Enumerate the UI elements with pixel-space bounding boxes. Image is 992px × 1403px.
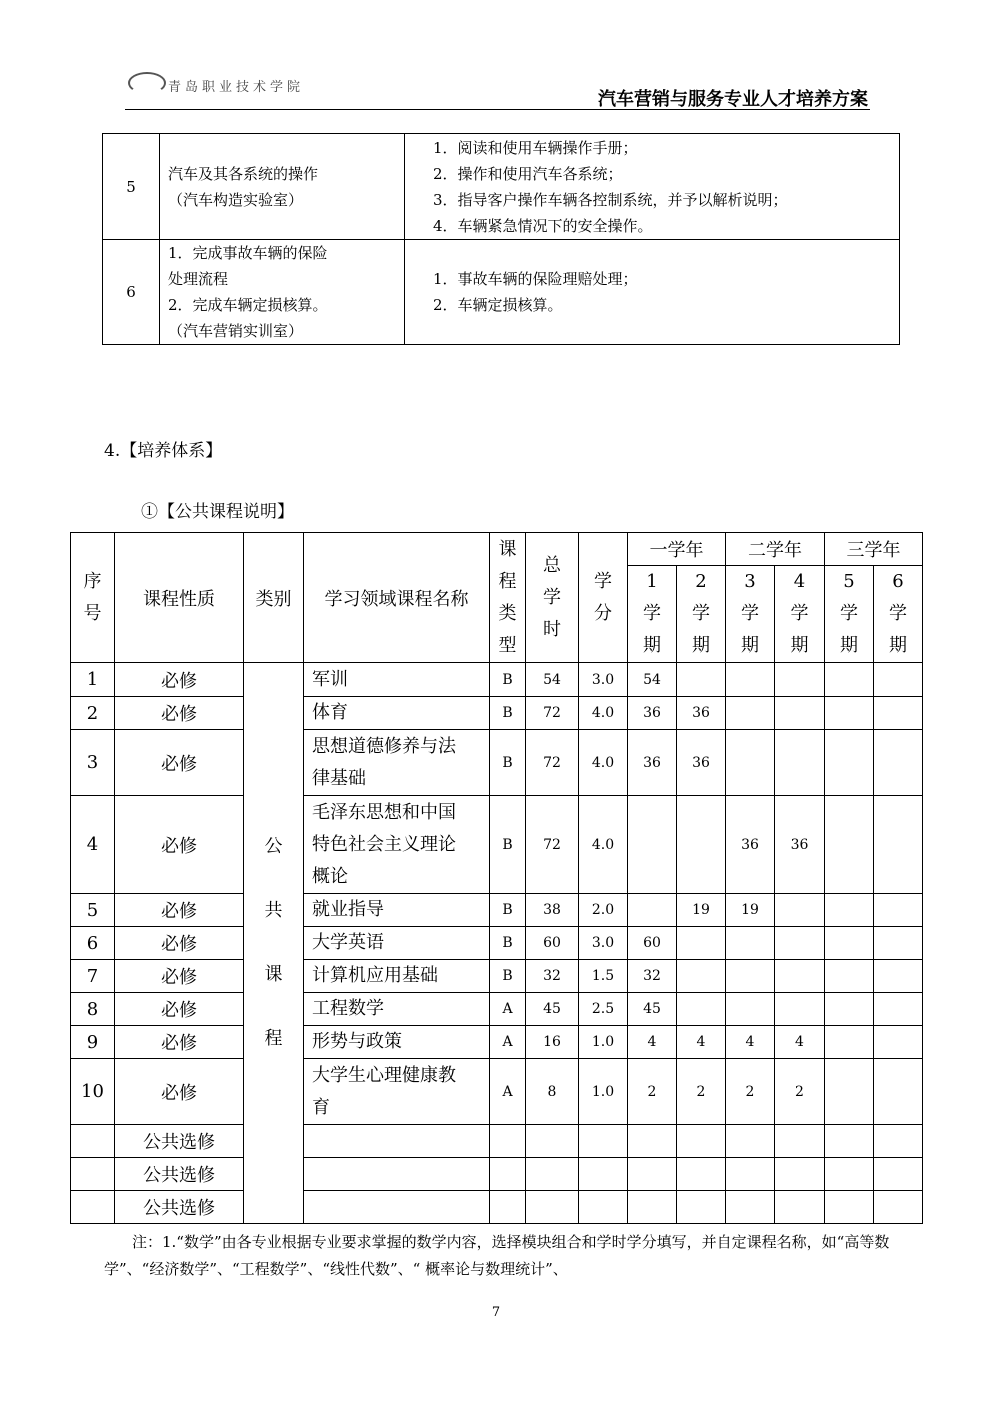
header-term-char: 期: [889, 635, 907, 656]
course-hours: 72: [526, 796, 579, 894]
course-name: [304, 663, 490, 697]
task-content-line: 2．车辆定损核算。: [433, 296, 563, 314]
course-hours: 8: [526, 1059, 579, 1125]
course-name-line: 育: [312, 1096, 330, 1118]
course-credits: 2.5: [579, 993, 628, 1026]
course-nature: 公共选修: [115, 1191, 244, 1224]
header-hours-char: 学: [543, 586, 561, 608]
course-type: A: [490, 1059, 526, 1125]
header-year1: 一学年: [628, 533, 726, 566]
emblem-icon: [128, 72, 166, 94]
header-term-3: [726, 566, 775, 663]
term-5-hours: [825, 960, 874, 993]
term-1-hours: 36: [628, 730, 677, 796]
course-hours: 54: [526, 663, 579, 697]
course-nature: 必修: [115, 927, 244, 960]
course-row: [71, 730, 923, 796]
course-nature: 必修: [115, 960, 244, 993]
course-number: 4: [71, 796, 115, 894]
term-4-hours: [775, 894, 825, 927]
header-credits-char: 分: [594, 602, 612, 624]
course-name: [304, 894, 490, 927]
term-5-hours: [825, 1158, 874, 1191]
course-credits: 1.5: [579, 960, 628, 993]
header-term-char: 2: [695, 571, 707, 592]
task-content-line: 4．车辆紧急情况下的安全操作。: [433, 216, 653, 235]
term-1-hours: 54: [628, 663, 677, 697]
course-hours: 45: [526, 993, 579, 1026]
term-3-hours: [726, 960, 775, 993]
term-6-hours: [874, 1059, 923, 1125]
training-tasks-table: [102, 133, 900, 345]
header-num-char: 号: [83, 602, 102, 624]
term-4-hours: 36: [775, 796, 825, 894]
task-project-line: 2．完成车辆定损核算。: [168, 296, 328, 314]
term-2-hours: [677, 796, 726, 894]
course-row: [71, 697, 923, 730]
term-1-hours: [628, 1125, 677, 1158]
term-1-hours: [628, 894, 677, 927]
header-type: [490, 533, 526, 663]
term-6-hours: [874, 1026, 923, 1059]
term-4-hours: [775, 663, 825, 697]
course-hours: 72: [526, 697, 579, 730]
course-type: A: [490, 1026, 526, 1059]
category-char: 公: [264, 836, 283, 857]
course-credits: 1.0: [579, 1059, 628, 1125]
header-term-char: 学: [643, 603, 661, 624]
header-term-char: 学: [692, 603, 710, 624]
header-term-char: 1: [646, 571, 658, 592]
course-row: [71, 894, 923, 927]
term-6-hours: [874, 730, 923, 796]
term-2-hours: [677, 993, 726, 1026]
term-1-hours: [628, 1158, 677, 1191]
term-2-hours: [677, 1158, 726, 1191]
course-hours: 38: [526, 894, 579, 927]
course-hours: [526, 1191, 579, 1224]
header-row-years: [71, 533, 923, 566]
header-term-char: 6: [892, 571, 904, 592]
school-name: 青岛职业技术学院: [168, 80, 305, 95]
course-name-line: 特色社会主义理论: [312, 833, 456, 855]
term-6-hours: [874, 894, 923, 927]
header-year2: 二学年: [726, 533, 825, 566]
course-category: [244, 663, 304, 1224]
course-nature: 必修: [115, 697, 244, 730]
task-number: 5: [103, 134, 160, 240]
course-name: [304, 993, 490, 1026]
term-6-hours: [874, 1125, 923, 1158]
term-1-hours: 60: [628, 927, 677, 960]
course-type: B: [490, 697, 526, 730]
course-hours: [526, 1125, 579, 1158]
term-6-hours: [874, 1191, 923, 1224]
header-term-char: 学: [790, 603, 809, 624]
header-term-5: [825, 566, 874, 663]
public-courses-table: [70, 532, 923, 1224]
task-content-line: 1．阅读和使用车辆操作手册；: [433, 138, 638, 157]
term-6-hours: [874, 697, 923, 730]
header-term-2: [677, 566, 726, 663]
course-number: 6: [71, 927, 115, 960]
course-name: [304, 1026, 490, 1059]
school-logo: [128, 72, 358, 95]
footnote: 注：1.“数学”由各专业根据专业要求掌握的数学内容，选择模块组合和学时学分填写，并自定课程名称，如“高等数学”、“经济数学”、“工程数学”、“线性代数”、“ 概率论与数理统计”、: [104, 1233, 890, 1278]
term-5-hours: [825, 894, 874, 927]
course-number: 1: [71, 663, 115, 697]
term-2-hours: 36: [677, 697, 726, 730]
term-4-hours: [775, 993, 825, 1026]
course-nature: 必修: [115, 663, 244, 697]
header-term-1: [628, 566, 677, 663]
course-number: 7: [71, 960, 115, 993]
course-nature: 必修: [115, 1026, 244, 1059]
course-name: [304, 796, 490, 894]
header-type-char: 课: [498, 538, 517, 560]
term-4-hours: [775, 730, 825, 796]
term-5-hours: [825, 927, 874, 960]
document-title: 汽车营销与服务专业人才培养方案: [598, 89, 868, 110]
term-6-hours: [874, 993, 923, 1026]
task-project: [160, 240, 405, 345]
course-number: 5: [71, 894, 115, 927]
term-1-hours: 4: [628, 1026, 677, 1059]
course-row: [71, 1191, 923, 1224]
course-number: 3: [71, 730, 115, 796]
task-project-line: 汽车及其各系统的操作: [168, 164, 319, 183]
task-project-line: 1．完成事故车辆的保险: [168, 244, 328, 262]
term-2-hours: [677, 663, 726, 697]
course-credits: 3.0: [579, 663, 628, 697]
course-type: [490, 1191, 526, 1224]
term-2-hours: [677, 1125, 726, 1158]
course-number: 8: [71, 993, 115, 1026]
course-nature: 公共选修: [115, 1125, 244, 1158]
category-char: 程: [264, 1028, 283, 1049]
course-credits: [579, 1158, 628, 1191]
course-nature: 必修: [115, 796, 244, 894]
term-4-hours: [775, 960, 825, 993]
course-nature: 必修: [115, 894, 244, 927]
term-3-hours: [726, 1158, 775, 1191]
header-type-char: 类: [498, 602, 517, 624]
term-1-hours: [628, 1191, 677, 1224]
course-type: B: [490, 960, 526, 993]
course-hours: 60: [526, 927, 579, 960]
header-type-char: 程: [498, 570, 517, 592]
course-name-line: 形势与政策: [312, 1031, 402, 1052]
term-1-hours: [628, 796, 677, 894]
term-5-hours: [825, 1026, 874, 1059]
header-num-char: 序: [83, 570, 102, 592]
course-name: [304, 1125, 490, 1158]
term-2-hours: 4: [677, 1026, 726, 1059]
course-type: B: [490, 894, 526, 927]
course-credits: 4.0: [579, 730, 628, 796]
header-credits-char: 学: [594, 570, 612, 592]
course-credits: 1.0: [579, 1026, 628, 1059]
term-3-hours: 36: [726, 796, 775, 894]
course-name: [304, 1191, 490, 1224]
term-2-hours: 36: [677, 730, 726, 796]
header-nature: 课程性质: [115, 533, 244, 663]
term-1-hours: 45: [628, 993, 677, 1026]
term-1-hours: 36: [628, 697, 677, 730]
course-nature: 必修: [115, 993, 244, 1026]
term-6-hours: [874, 1158, 923, 1191]
term-4-hours: [775, 1158, 825, 1191]
course-credits: 2.0: [579, 894, 628, 927]
task-project: [160, 134, 405, 240]
task-content: [405, 134, 900, 240]
category-char: 课: [264, 964, 283, 985]
task-content-line: 1．事故车辆的保险理赔处理；: [433, 270, 638, 288]
header-num: [71, 533, 115, 663]
course-name: [304, 927, 490, 960]
header-divider: [125, 109, 870, 110]
term-4-hours: [775, 1125, 825, 1158]
header-course-name: 学习领域课程名称: [304, 533, 490, 663]
course-name-line: 体育: [312, 702, 348, 723]
term-2-hours: [677, 1191, 726, 1224]
course-name-line: 军训: [312, 668, 348, 690]
term-4-hours: 4: [775, 1026, 825, 1059]
course-hours: 16: [526, 1026, 579, 1059]
header-term-6: [874, 566, 923, 663]
course-nature: 必修: [115, 1059, 244, 1125]
header-credits: [579, 533, 628, 663]
task-project-line: 处理流程: [168, 270, 229, 288]
header-term-4: [775, 566, 825, 663]
header-hours: [526, 533, 579, 663]
page-number: 7: [491, 1305, 501, 1320]
course-hours: 32: [526, 960, 579, 993]
course-credits: 3.0: [579, 927, 628, 960]
course-row: [71, 960, 923, 993]
course-type: B: [490, 663, 526, 697]
course-name-line: 思想道德修养与法: [312, 735, 456, 757]
task-project-line: （汽车营销实训室）: [168, 322, 304, 340]
course-type: [490, 1125, 526, 1158]
course-name: [304, 1059, 490, 1125]
header-term-char: 期: [840, 635, 858, 656]
course-number: 2: [71, 697, 115, 730]
course-row: [71, 1059, 923, 1125]
course-number: [71, 1125, 115, 1158]
term-2-hours: 2: [677, 1059, 726, 1125]
header-term-char: 学: [889, 603, 907, 624]
term-6-hours: [874, 960, 923, 993]
course-nature: 公共选修: [115, 1158, 244, 1191]
task-project-line: （汽车构造实验室）: [168, 190, 304, 209]
course-row: [71, 927, 923, 960]
task-row: [103, 134, 900, 240]
course-row: [71, 1026, 923, 1059]
section-heading-public-courses: ①【公共课程说明】: [141, 502, 294, 522]
course-name: [304, 730, 490, 796]
term-6-hours: [874, 796, 923, 894]
term-2-hours: 19: [677, 894, 726, 927]
term-2-hours: [677, 927, 726, 960]
course-nature: 必修: [115, 730, 244, 796]
course-name-line: 大学生心理健康教: [312, 1064, 456, 1086]
task-row: [103, 240, 900, 345]
term-4-hours: [775, 927, 825, 960]
term-1-hours: 2: [628, 1059, 677, 1125]
course-number: [71, 1191, 115, 1224]
task-number: 6: [103, 240, 160, 345]
header-term-char: 学: [840, 603, 858, 624]
term-4-hours: 2: [775, 1059, 825, 1125]
term-3-hours: [726, 730, 775, 796]
header-term-char: 4: [793, 571, 806, 592]
course-credits: 4.0: [579, 796, 628, 894]
term-5-hours: [825, 1059, 874, 1125]
course-name: [304, 1158, 490, 1191]
term-3-hours: [726, 697, 775, 730]
course-name-line: 概论: [312, 865, 348, 887]
term-3-hours: [726, 927, 775, 960]
header-term-char: 期: [741, 635, 759, 656]
course-name-line: 就业指导: [312, 899, 384, 920]
course-name-line: 工程数学: [312, 998, 384, 1019]
course-type: B: [490, 927, 526, 960]
task-content-line: 3．指导客户操作车辆各控制系统，并予以解析说明；: [433, 190, 788, 209]
term-3-hours: [726, 993, 775, 1026]
course-credits: [579, 1125, 628, 1158]
course-hours: 72: [526, 730, 579, 796]
header-category: 类别: [244, 533, 304, 663]
header-term-char: 期: [790, 635, 809, 656]
term-4-hours: [775, 697, 825, 730]
course-hours: [526, 1158, 579, 1191]
header-type-char: 型: [498, 634, 517, 656]
term-5-hours: [825, 663, 874, 697]
header-term-char: 3: [744, 571, 756, 592]
term-6-hours: [874, 663, 923, 697]
header-term-char: 期: [643, 635, 661, 656]
term-3-hours: 2: [726, 1059, 775, 1125]
header-term-char: 5: [843, 571, 855, 592]
course-name: [304, 697, 490, 730]
term-5-hours: [825, 730, 874, 796]
course-type: [490, 1158, 526, 1191]
header-year3: 三学年: [825, 533, 923, 566]
course-credits: 4.0: [579, 697, 628, 730]
term-4-hours: [775, 1191, 825, 1224]
header-hours-char: 总: [543, 554, 561, 576]
course-name: [304, 960, 490, 993]
course-name-line: 毛泽东思想和中国: [312, 801, 456, 823]
term-5-hours: [825, 1125, 874, 1158]
course-type: B: [490, 796, 526, 894]
course-name-line: 计算机应用基础: [312, 965, 438, 986]
course-name-line: 大学英语: [312, 932, 384, 953]
term-5-hours: [825, 697, 874, 730]
course-number: 9: [71, 1026, 115, 1059]
course-row: [71, 1125, 923, 1158]
header-hours-char: 时: [543, 618, 561, 640]
course-number: 10: [71, 1059, 115, 1125]
term-3-hours: 4: [726, 1026, 775, 1059]
course-type: B: [490, 730, 526, 796]
course-credits: [579, 1191, 628, 1224]
course-row: [71, 796, 923, 894]
course-row: [71, 663, 923, 697]
category-char: 共: [264, 900, 283, 921]
term-1-hours: 32: [628, 960, 677, 993]
section-heading-training-system: 4.【培养体系】: [104, 441, 223, 461]
course-number: [71, 1158, 115, 1191]
course-row: [71, 993, 923, 1026]
header-term-char: 期: [692, 635, 710, 656]
term-6-hours: [874, 927, 923, 960]
term-3-hours: [726, 1191, 775, 1224]
term-3-hours: 19: [726, 894, 775, 927]
course-row: [71, 1158, 923, 1191]
term-3-hours: [726, 1125, 775, 1158]
term-5-hours: [825, 1191, 874, 1224]
header-term-char: 学: [741, 603, 759, 624]
term-5-hours: [825, 993, 874, 1026]
course-name-line: 律基础: [312, 767, 366, 789]
term-2-hours: [677, 960, 726, 993]
term-3-hours: [726, 663, 775, 697]
task-content-line: 2．操作和使用汽车各系统；: [433, 164, 623, 183]
term-5-hours: [825, 796, 874, 894]
task-content: [405, 240, 900, 345]
course-type: A: [490, 993, 526, 1026]
